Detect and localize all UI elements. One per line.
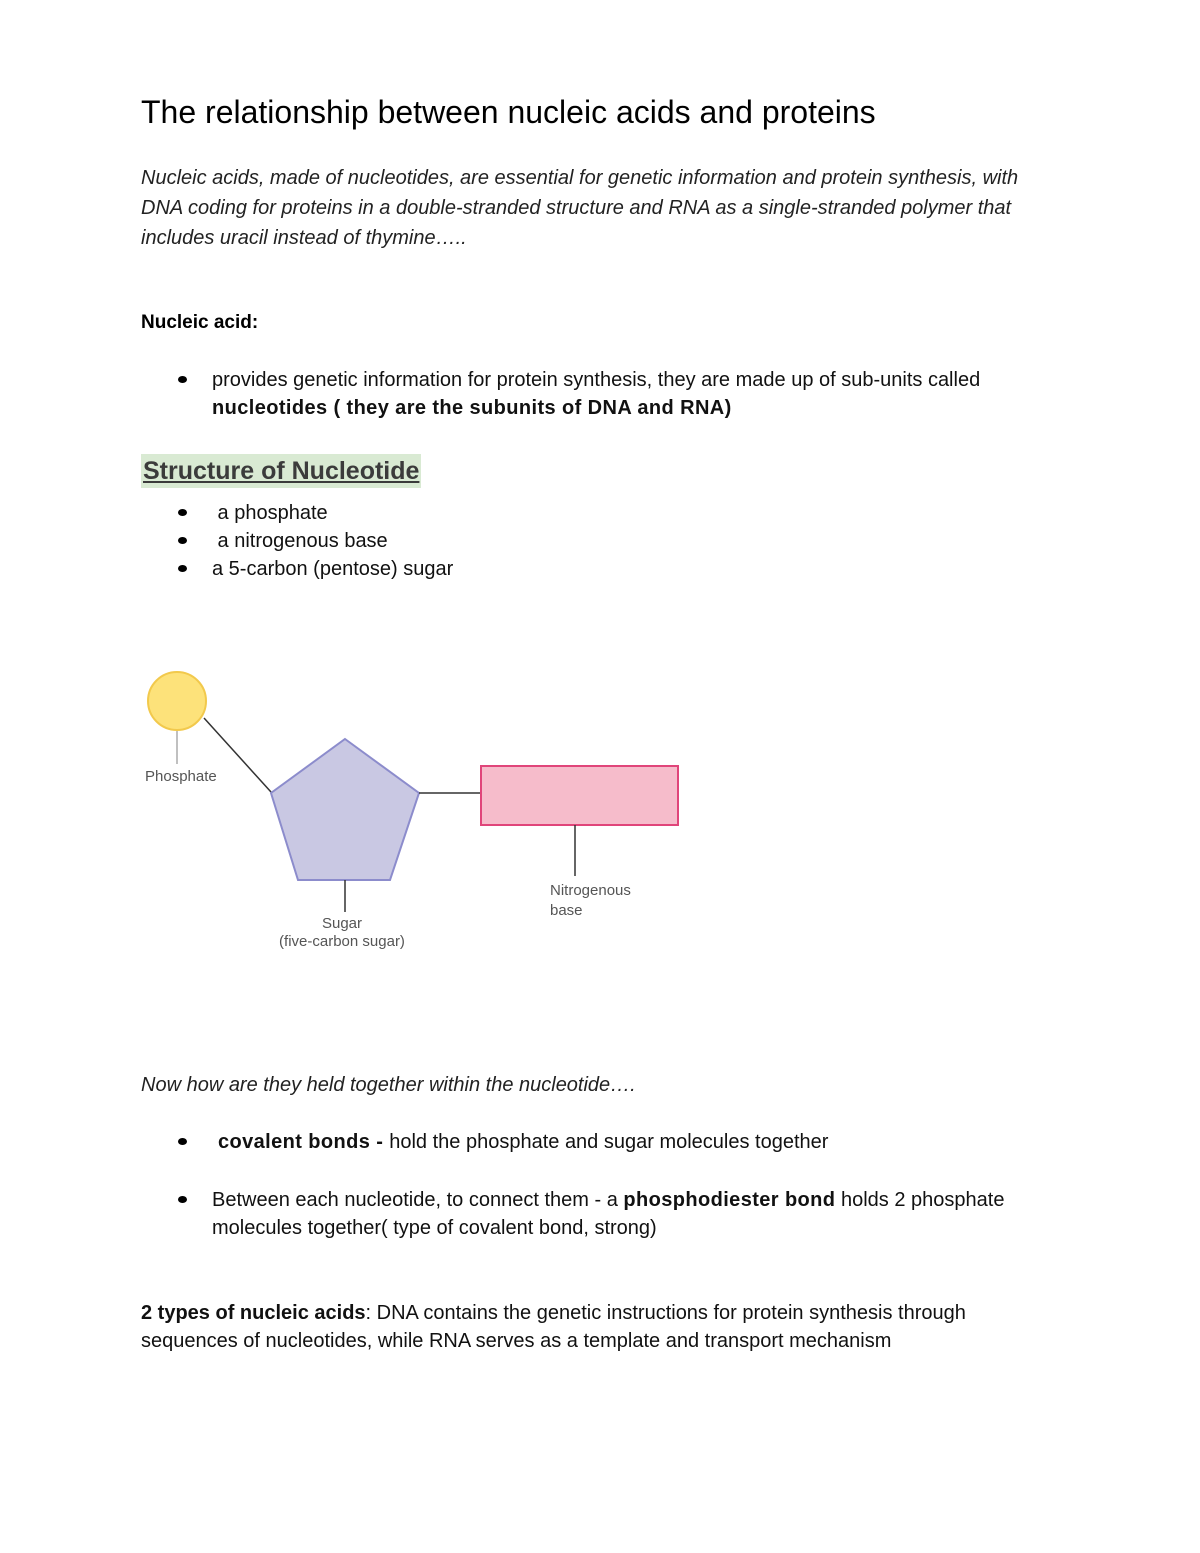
structure-item-phosphate: a phosphate (212, 502, 328, 524)
page-title: The relationship between nucleic acids and proteins (141, 94, 876, 130)
nucleic-acid-bullet-text: provides genetic information for protein synthesis, they are made up of sub-units called (212, 369, 981, 391)
structure-item-base: a nitrogenous base (212, 530, 388, 552)
sugar-pentagon (271, 739, 419, 880)
types-bold: 2 types of nucleic acids (141, 1302, 366, 1324)
bullet-icon (178, 1196, 187, 1203)
sugar-label: Sugar (321, 915, 363, 932)
bonds-list (141, 1128, 1081, 1242)
base-label-line1: Nitrogenous (550, 882, 631, 899)
list-item (141, 1128, 1081, 1156)
phosphate-label: Phosphate (145, 768, 217, 785)
covalent-bonds-text: hold the phosphate and sugar molecules together (389, 1131, 829, 1153)
phosphate-circle (148, 672, 206, 730)
bullet-icon (178, 1138, 187, 1145)
structure-item-sugar: a 5-carbon (pentose) sugar (212, 558, 454, 580)
types-text: : DNA contains the genetic instructions for protein synthesis through sequences of nucleotides, while RNA serves as a template and transport mechanism (141, 1302, 966, 1352)
phosphodiester-text-a: Between each nucleotide, to connect them - a (212, 1189, 624, 1211)
nucleic-acid-bullet-bold: nucleotides ( they are the subunits of DNA and RNA) (212, 397, 732, 419)
nucleic-acid-heading: Nucleic acid: (141, 312, 259, 333)
list-item (141, 1186, 1081, 1242)
structure-heading: Structure of Nucleotide (141, 454, 421, 488)
nitrogenous-base-rect (481, 766, 678, 825)
types-paragraph (141, 1299, 1041, 1355)
held-together-question: Now how are they held together within the nucleotide…. (141, 1074, 636, 1096)
phosphodiester-text-b: holds 2 phosphate molecules together( type of covalent bond, strong) (212, 1189, 1005, 1239)
intro-paragraph: Nucleic acids, made of nucleotides, are essential for genetic information and protein synthesis, with DNA coding for proteins in a double-stranded structure and RNA as a single-stranded polymer that includes uracil instead of thymine….. (141, 167, 1019, 249)
sugar-sublabel: (five-carbon sugar) (279, 933, 405, 950)
covalent-bonds-bold: covalent bonds - (212, 1131, 390, 1153)
base-label-line2: base (550, 902, 583, 919)
phosphodiester-bold: phosphodiester bond (623, 1189, 836, 1211)
